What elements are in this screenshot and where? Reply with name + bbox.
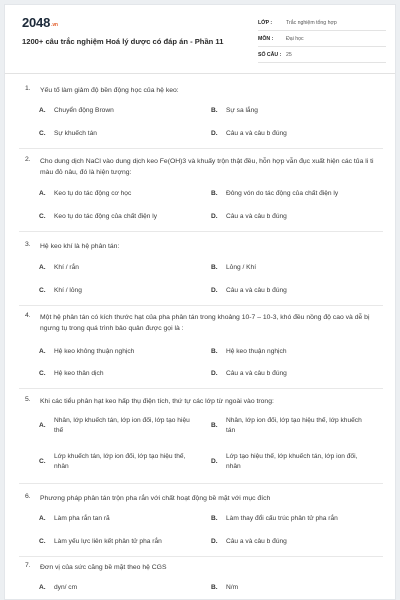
option-text: dyn/ cm: [54, 584, 78, 591]
question-divider: [19, 556, 383, 557]
option-text: Làm pha rắn tan rã: [54, 515, 110, 522]
option-text: Hệ keo thân dịch: [54, 370, 104, 377]
header-divider: [5, 73, 395, 74]
meta-row-socau: [258, 47, 386, 63]
question-text: Hệ keo khí là hệ phân tán:: [40, 243, 120, 250]
option-letter: A.: [39, 107, 46, 114]
option-letter: B.: [211, 584, 218, 591]
option-text: Hệ keo không thuận nghịch: [54, 348, 135, 355]
meta-value: 25: [286, 51, 292, 58]
option-text: Câu a và câu b đúng: [226, 213, 287, 220]
option-letter: B.: [211, 348, 218, 355]
question-number: 4.: [25, 312, 31, 319]
option-text: Khí / rắn: [54, 264, 79, 271]
meta-row-mon: [258, 31, 386, 47]
option-letter: B.: [211, 264, 218, 271]
option-text: Sự khuếch tán: [54, 130, 97, 137]
meta-value: Đại học: [286, 35, 304, 42]
option-text: Chuyển động Brown: [54, 107, 114, 114]
meta-label: MÔN :: [258, 35, 274, 42]
question-divider: [19, 231, 383, 232]
question-text: Đơn vị của sức căng bề mặt theo hệ CGS: [40, 564, 167, 571]
question-text: Phương pháp phân tán trộn pha rắn với chất hoạt động bề mặt với mục đích: [40, 495, 271, 502]
meta-label: LỚP :: [258, 19, 273, 26]
option-text: Sự sa lắng: [226, 107, 258, 114]
page-title: 1200+ câu trắc nghiệm Hoá lý dược có đáp án - Phần 11: [22, 37, 224, 46]
question-number: 5.: [25, 396, 31, 403]
question-number: 2.: [25, 156, 31, 163]
option-text: Nhân, lớp ion đối, lớp tạo hiệu thế, lớp khuếch tán: [226, 417, 362, 434]
meta-value: Trắc nghiệm tổng hợp: [286, 19, 337, 26]
option-text: Hệ keo thuận nghịch: [226, 348, 287, 355]
meta-table: [258, 15, 386, 63]
option-letter: D.: [211, 370, 218, 377]
option-letter: A.: [39, 264, 46, 271]
header: [5, 5, 395, 67]
option-letter: D.: [211, 287, 218, 294]
logo-domain: .vn: [51, 22, 58, 28]
option-text: Lớp tạo hiệu thế, lớp khuếch tán, lớp ion đối, nhân: [226, 453, 358, 470]
question-text: Yếu tố làm giảm độ bền động học của hệ keo:: [40, 87, 179, 94]
question-divider: [19, 148, 383, 149]
option-letter: A.: [39, 515, 46, 522]
meta-label: SỐ CÂU :: [258, 51, 282, 58]
question-divider: [19, 483, 383, 484]
option-text: Nhân, lớp khuếch tán, lớp ion đối, lớp tạo hiệu thế: [54, 417, 190, 434]
option-letter: A.: [39, 348, 46, 355]
option-letter: D.: [211, 213, 218, 220]
question-text: Khi các tiểu phân hạt keo hấp thụ điện tích, thứ tự các lớp từ ngoài vào trong:: [40, 398, 274, 405]
option-letter: D.: [211, 458, 218, 465]
option-letter: B.: [211, 107, 218, 114]
option-text: Lỏng / Khí: [226, 264, 257, 271]
option-text: Làm thay đổi cấu trúc phân tử pha rắn: [226, 515, 338, 522]
option-letter: D.: [211, 130, 218, 137]
option-text: Lớp khuếch tán, lớp ion đối, lớp tạo hiệu thế, nhân: [54, 453, 186, 470]
option-letter: B.: [211, 515, 218, 522]
question-number: 3.: [25, 241, 31, 248]
question-number: 7.: [25, 562, 31, 569]
option-text: Đông vón do tác động của chất điện ly: [226, 190, 339, 197]
option-letter: A.: [39, 190, 46, 197]
logo-text: 2048: [22, 15, 51, 30]
option-text: Khí / lỏng: [54, 287, 82, 294]
option-letter: B.: [211, 422, 218, 429]
option-letter: C.: [39, 213, 46, 220]
option-letter: A.: [39, 584, 46, 591]
option-letter: C.: [39, 130, 46, 137]
option-text: N/m: [226, 584, 239, 591]
option-letter: C.: [39, 458, 46, 465]
question-divider: [19, 305, 383, 306]
option-text: Keo tụ do tác động của chất điện ly: [54, 213, 158, 220]
option-letter: D.: [211, 538, 218, 545]
question-divider: [19, 388, 383, 389]
option-text: Làm yếu lực liên kết phân tử pha rắn: [54, 538, 162, 545]
option-text: Câu a và câu b đúng: [226, 538, 287, 545]
document-page: [4, 4, 396, 600]
option-text: Câu a và câu b đúng: [226, 130, 287, 137]
question-number: 1.: [25, 85, 31, 92]
question-number: 6.: [25, 493, 31, 500]
option-text: Câu a và câu b đúng: [226, 370, 287, 377]
meta-row-lop: [258, 15, 386, 31]
question-text: Một hệ phân tán có kích thước hạt của pha phân tán trong khoảng 10-7 – 10-3, khó đều nồng độ cao và dễ bị ngưng tụ trong quá trình bảo quản được gọi là :: [40, 314, 370, 332]
option-letter: C.: [39, 538, 46, 545]
option-letter: C.: [39, 370, 46, 377]
option-text: Câu a và câu b đúng: [226, 287, 287, 294]
option-letter: B.: [211, 190, 218, 197]
question-text: Cho dung dịch NaCl vào dung dịch keo Fe(OH)3 và khuấy trộn thật đều, hỗn hợp vẫn đục xuất hiện các tủa li ti màu đỏ nâu, đó là hiện tượng:: [40, 158, 374, 176]
site-logo[interactable]: [22, 15, 58, 30]
option-letter: A.: [39, 422, 46, 429]
option-text: Keo tụ do tác động cơ học: [54, 190, 132, 197]
option-letter: C.: [39, 287, 46, 294]
